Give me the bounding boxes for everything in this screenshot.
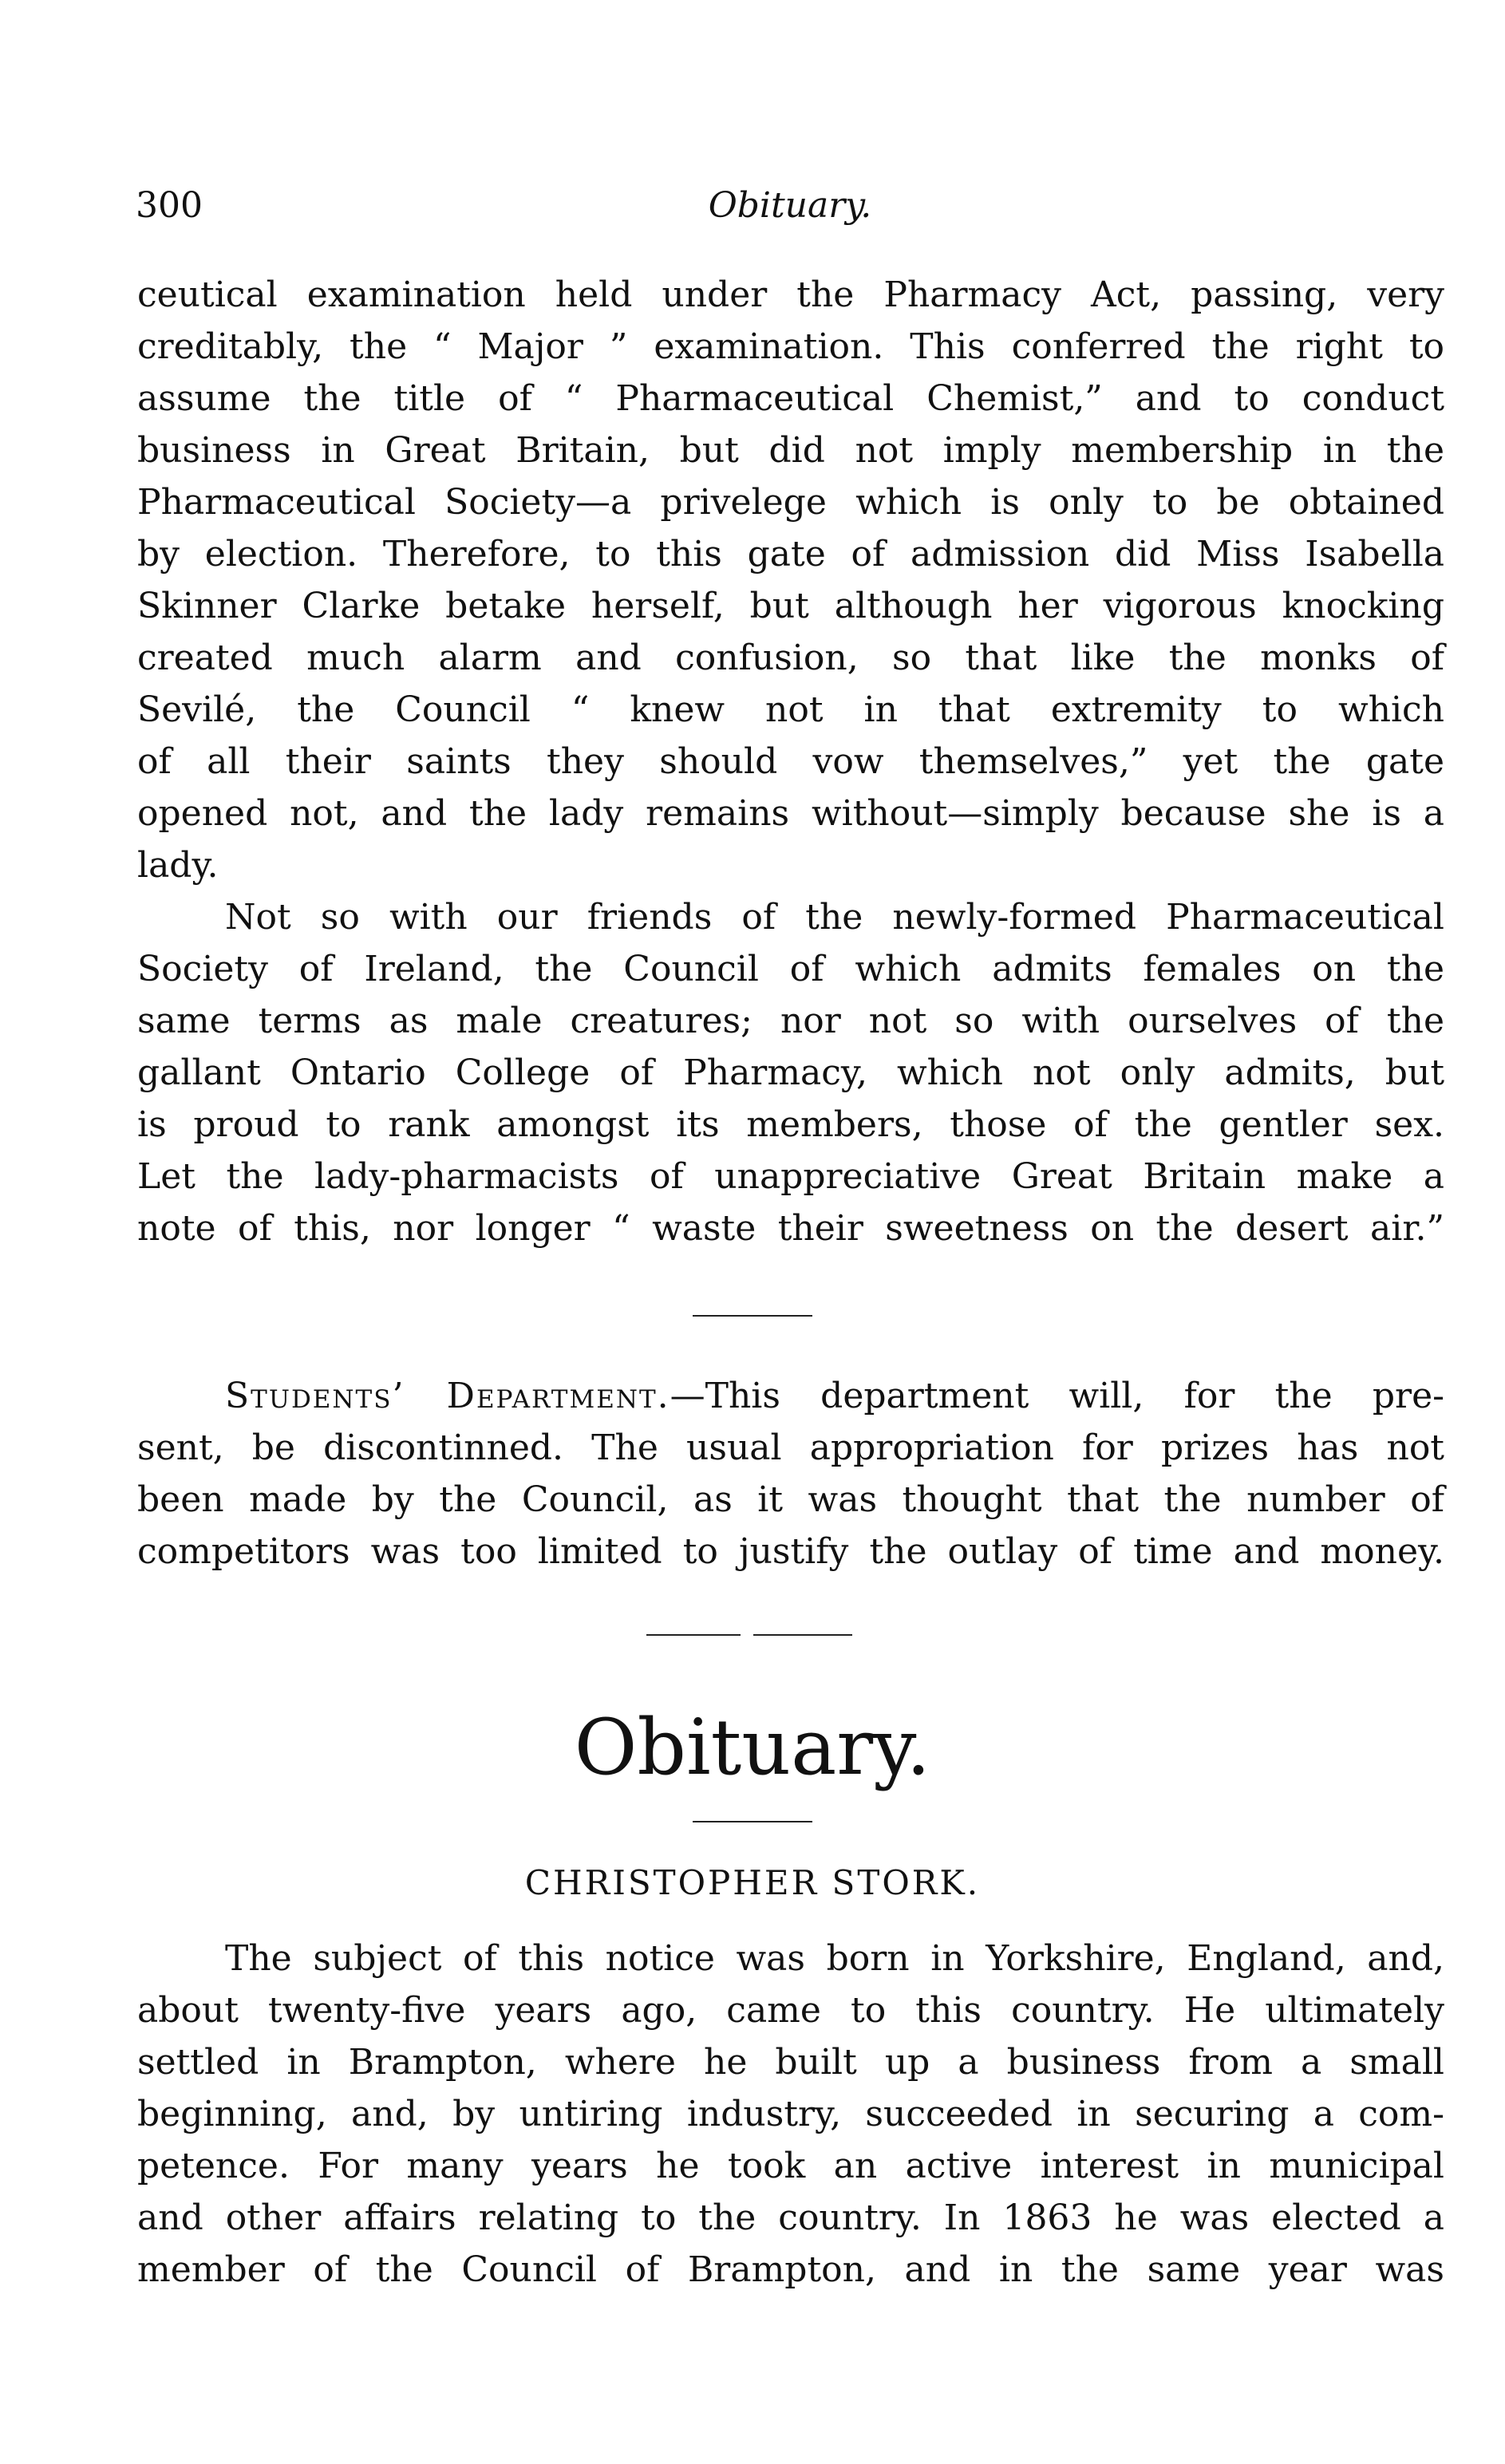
text-line: Let the lady-pharmacists of unappreciative Great Britain make a (137, 1156, 1444, 1197)
text-line: settled in Brampton, where he built up a business from a small (137, 2042, 1444, 2083)
text-line: Skinner Clarke betake herself, but although her vigorous knocking (137, 586, 1444, 626)
section-divider-right (753, 1634, 852, 1636)
heading-divider (693, 1821, 812, 1822)
text-fragment: —This department will, for the pre- (670, 1376, 1444, 1416)
section-divider (693, 1315, 812, 1317)
text-line: Pharmaceutical Society—a privelege which is only to be obtained (137, 482, 1444, 523)
running-title: Obituary. (708, 185, 872, 226)
page-number: 300 (136, 185, 203, 226)
text-line: is proud to rank amongst its members, those of the gentler sex. (137, 1104, 1444, 1145)
running-head (136, 185, 1444, 233)
text-line: and other affairs relating to the country. In 1863 he was elected a (137, 2197, 1444, 2238)
obituary-name: CHRISTOPHER STORK. (524, 1863, 981, 1902)
text-line: sent, be discontinned. The usual appropriation for prizes has not (137, 1427, 1444, 1468)
text-line: created much alarm and confusion, so that like the monks of (137, 638, 1444, 678)
text-line: petence. For many years he took an active interest in municipal (137, 2146, 1444, 2186)
section-lead: Students’ Department. (225, 1376, 670, 1416)
text-line: been made by the Council, as it was thought that the number of (137, 1479, 1444, 1520)
text-line: Sevilé, the Council “ knew not in that extremity to which (137, 689, 1444, 730)
text-line: competitors was too limited to justify the outlay of time and money. (137, 1531, 1444, 1572)
text-line: same terms as male creatures; nor not so with ourselves of the (137, 1001, 1444, 1041)
text-line: Not so with our friends of the newly-formed Pharmaceutical (225, 897, 1444, 938)
text-line: business in Great Britain, but did not imply membership in the (137, 430, 1444, 471)
text-line: about twenty-five years ago, came to this country. He ultimately (137, 1990, 1444, 2031)
text-line: by election. Therefore, to this gate of admission did Miss Isabella (137, 534, 1444, 575)
text-line: assume the title of “ Pharmaceutical Chemist,” and to conduct (137, 378, 1444, 419)
section-divider-left (646, 1634, 741, 1636)
text-line: of all their saints they should vow themselves,” yet the gate (137, 741, 1444, 782)
text-line: gallant Ontario College of Pharmacy, which not only admits, but (137, 1052, 1444, 1093)
text-line: Society of Ireland, the Council of which admits females on the (137, 949, 1444, 989)
text-line: creditably, the “ Major ” examination. This conferred the right to (137, 326, 1444, 367)
text-line: lady. (137, 845, 219, 886)
text-line: member of the Council of Brampton, and in the same year was (137, 2249, 1444, 2290)
text-line (225, 1372, 1444, 1420)
text-line: ceutical examination held under the Pharmacy Act, passing, very (137, 274, 1444, 315)
text-line: beginning, and, by untiring industry, succeeded in securing a com- (137, 2094, 1444, 2134)
obituary-heading: Obituary. (574, 1703, 931, 1792)
text-line: The subject of this notice was born in Yorkshire, England, and, (225, 1938, 1444, 1979)
text-line: opened not, and the lady remains without—simply because she is a (137, 793, 1444, 834)
text-line: note of this, nor longer “ waste their sweetness on the desert air.” (137, 1208, 1444, 1249)
